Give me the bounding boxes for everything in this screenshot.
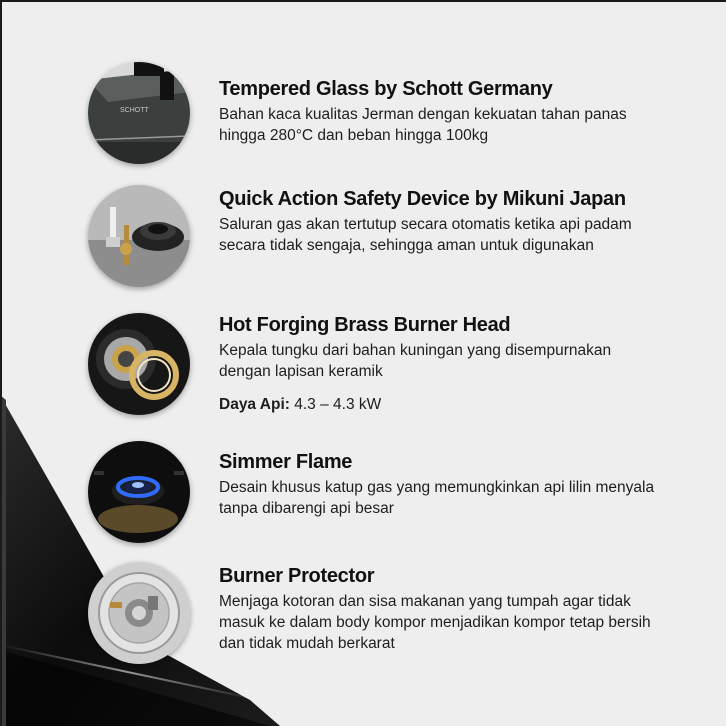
left-border xyxy=(0,0,2,726)
feature-title: Simmer Flame xyxy=(219,451,353,473)
flame-power-spec xyxy=(219,394,659,415)
feature-text xyxy=(219,187,659,256)
feature-description: Saluran gas akan tertutup secara otomatis ketika api padam secara tidak sengaja, sehingga aman untuk digunakan xyxy=(219,216,632,254)
feature-text xyxy=(219,313,659,415)
spec-label: Daya Api: xyxy=(219,396,290,413)
feature-title: Quick Action Safety Device by Mikuni Japan xyxy=(219,188,626,210)
feature-description: Desain khusus katup gas yang memungkinkan api lilin menyala tanpa dibarengi api besar xyxy=(219,479,655,517)
feature-text xyxy=(219,450,659,519)
feature-description: Kepala tungku dari bahan kuningan yang disempurnakan dengan lapisan keramik xyxy=(219,342,612,380)
feature-title: Tempered Glass by Schott Germany xyxy=(219,78,553,100)
feature-description: Menjaga kotoran dan sisa makanan yang tumpah agar tidak masuk ke dalam body kompor menjadikan kompor tetap bersih dan tidak mudah berkarat xyxy=(219,593,651,652)
brass-burner-icon xyxy=(88,313,190,415)
feature-description: Bahan kaca kualitas Jerman dengan kekuatan tahan panas hingga 280°C dan beban hingga 100kg xyxy=(219,106,627,144)
feature-title: Hot Forging Brass Burner Head xyxy=(219,314,511,336)
schott-brand-mark: SCHOTT xyxy=(120,107,149,114)
safety-device-icon xyxy=(88,185,190,287)
feature-text xyxy=(219,77,659,146)
feature-title: Burner Protector xyxy=(219,565,375,587)
feature-text xyxy=(219,564,659,654)
tempered-glass-icon xyxy=(88,62,190,164)
top-border xyxy=(0,0,726,2)
burner-protector-icon xyxy=(88,562,190,664)
simmer-flame-icon xyxy=(88,441,190,543)
spec-value: 4.3 – 4.3 kW xyxy=(294,396,382,413)
